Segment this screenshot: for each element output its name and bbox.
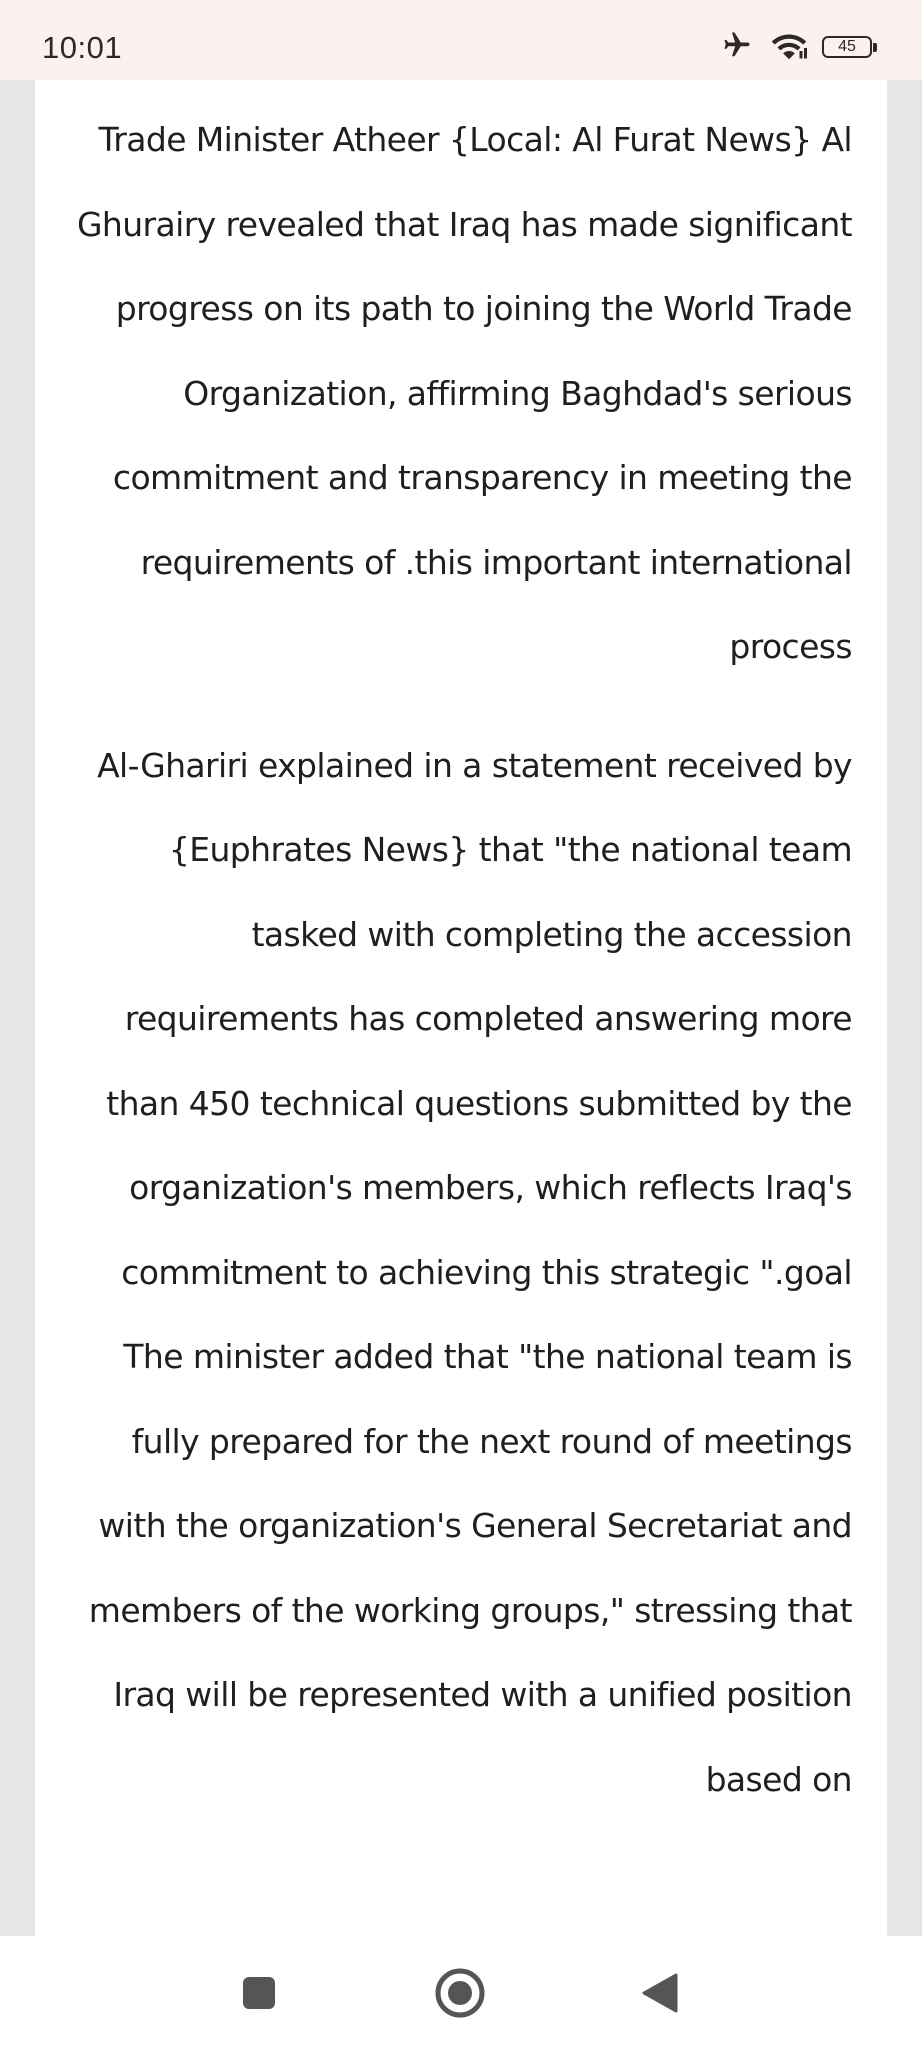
airplane-mode-icon — [718, 30, 756, 64]
home-icon — [433, 1966, 487, 2020]
navigation-bar — [0, 1936, 922, 2048]
wifi-icon — [770, 30, 808, 64]
right-gutter — [887, 80, 922, 1936]
recents-icon — [239, 1973, 279, 2013]
back-button[interactable] — [625, 1958, 695, 2028]
home-button[interactable] — [425, 1958, 495, 2028]
article-paragraph: Al-Ghariri explained in a statement received by {Euphrates News} that "the national team tasked with completing the accession requirements has completed answering more than 450 technical questions submitted by the organization's members, which reflects Iraq's commitment to achieving this strategic ".goal — [97, 745, 852, 1292]
article-body[interactable] — [35, 80, 887, 1936]
battery-icon — [822, 36, 872, 58]
status-time: 10:01 — [42, 30, 123, 65]
article-paragraph: Trade Minister Atheer {Local: Al Furat News} Al Ghurairy revealed that Iraq has made significant progress on its path to joining the World Trade Organization, affirming Baghdad's serious commitment and transparency in meeting the requirements of .this important international process — [76, 120, 852, 666]
left-gutter — [0, 80, 35, 1936]
battery-level: 45 — [838, 38, 856, 55]
recents-button[interactable] — [224, 1958, 294, 2028]
status-bar — [0, 0, 922, 80]
back-icon — [640, 1971, 680, 2015]
article-paragraph: The minister added that "the national team is fully prepared for the next round of meetings with the organization's General Secretariat and members of the working groups," stressing that Iraq will be represented with a unified position based on — [88, 1337, 852, 1799]
status-icons — [718, 30, 872, 64]
